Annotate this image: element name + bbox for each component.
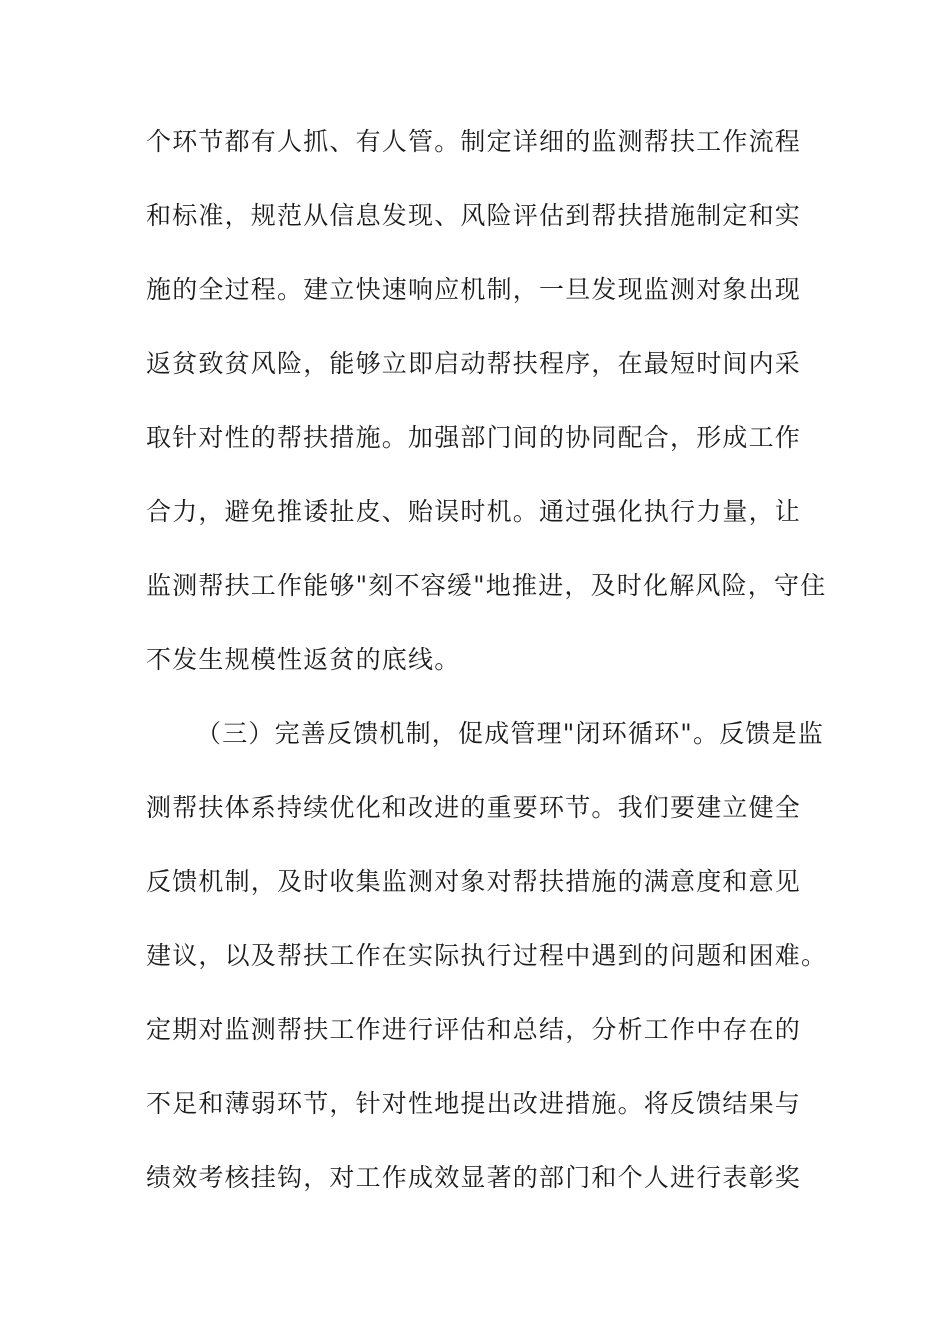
text-line: 合力，避免推诿扯皮、贻误时机。通过强化执行力量，让 [146, 497, 802, 526]
text-line: 反馈机制，及时收集监测对象对帮扶措施的满意度和意见 [146, 867, 802, 896]
section-heading-line: （三）完善反馈机制，促成管理"闭环循环"。反馈是监 [196, 719, 825, 748]
text-line: 测帮扶体系持续优化和改进的重要环节。我们要建立健全 [146, 793, 802, 822]
text-line: 绩效考核挂钩，对工作成效显著的部门和个人进行表彰奖 [146, 1163, 802, 1192]
text-line: 施的全过程。建立快速响应机制，一旦发现监测对象出现 [146, 275, 802, 304]
text-line: 不足和薄弱环节，针对性地提出改进措施。将反馈结果与 [146, 1089, 802, 1118]
text-line: 取针对性的帮扶措施。加强部门间的协同配合，形成工作 [146, 423, 802, 452]
text-line: 定期对监测帮扶工作进行评估和总结，分析工作中存在的 [146, 1015, 802, 1044]
text-line: 不发生规模性返贫的底线。 [146, 645, 461, 674]
text-line: 建议，以及帮扶工作在实际执行过程中遇到的问题和困难。 [146, 941, 828, 970]
text-line: 返贫致贫风险，能够立即启动帮扶程序，在最短时间内采 [146, 349, 802, 378]
text-line: 和标准，规范从信息发现、风险评估到帮扶措施制定和实 [146, 201, 802, 230]
text-line: 监测帮扶工作能够"刻不容缓"地推进，及时化解风险，守住 [146, 571, 827, 600]
text-line: 个环节都有人抓、有人管。制定详细的监测帮扶工作流程 [146, 127, 802, 156]
